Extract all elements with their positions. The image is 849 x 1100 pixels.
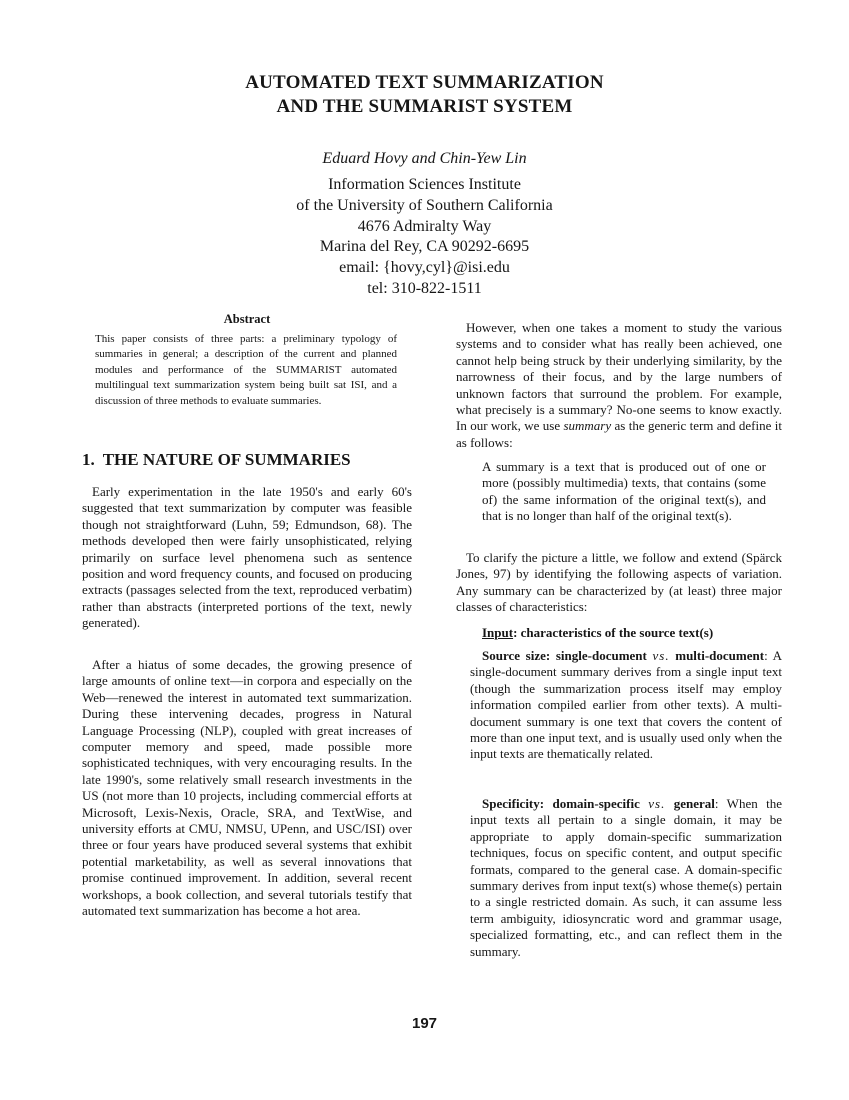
affiliation-phone: tel: 310-822-1511	[367, 279, 482, 297]
paragraph-however-text-a: However, when one takes a moment to study the various systems and to consider what has really been achieved, one cannot help being struck by their underlying similarity, by the narrowness of their focus, and by the large numbers of unknown factors that surround the problem. For example, what precisely is a summary? No-one seems to know exactly. In our work, we use	[456, 320, 782, 434]
affiliation-block	[0, 175, 849, 300]
abstract-body: This paper consists of three parts: a preliminary typology of summaries in general; a description of the current and planned modules and performance of the SUMMARIST automated multilingual text summarization system being built sat ISI, and a discussion of three methods to evaluate summaries.	[95, 333, 397, 407]
paragraph-early-experimentation: Early experimentation in the late 1950's and early 60's suggested that text summarization by computer was feasible though not straightforward (Luhn, 59; Edmundson, 68). The methods developed then were fairly unsophisticated, relying primarily on surface level phenomena such as sentence position and word frequency counts, and focused on producing extracts (passages selected from the text, reproduced verbatim) rather than abstracts (interpreted portions of the text, newly generated).	[82, 484, 412, 631]
section-heading	[82, 450, 351, 470]
definition-specificity	[470, 796, 782, 960]
source-size-body: : A single-document summary derives from a single input text (though the summarization process itself may employ information compiled earlier from other texts). A multi-document summary is one text that covers the content of more than one input text, and is usually used only when the input texts are thematically related.	[470, 648, 782, 762]
affiliation-line-1: Information Sciences Institute	[328, 176, 521, 193]
paper-title	[0, 71, 849, 119]
affiliation-email: email: {hovy,cyl}@isi.edu	[339, 259, 510, 277]
input-subheading-text: : characteristics of the source text(s)	[513, 625, 714, 640]
specificity-term-b: general	[673, 796, 715, 811]
specificity-body: : When the input texts all pertain to a single domain, it may be appropriate to apply domain-specific summarization techniques, focus on specific content, and output specific formats, compared to the general case. A domain-specific summary derives from input text(s) whose theme(s) pertain to a single restricted domain. As such, it can assume less term ambiguity, idiosyncratic word and grammar usage, specialized formatting, etc., and can reflect them in the summary.	[470, 796, 782, 959]
specificity-vs: vs.	[648, 796, 666, 811]
author-names: Eduard Hovy and Chin-Yew Lin	[322, 150, 527, 167]
summary-definition: A summary is a text that is produced out of one or more (possibly multimedia) texts, that contains (some of) the same information of the original text(s), and that is no longer than half of the original text(s).	[482, 459, 766, 524]
paragraph-however	[456, 320, 782, 451]
source-size-vs: vs.	[652, 648, 670, 663]
affiliation-line-2: of the University of Southern California	[296, 196, 553, 214]
title-line-1: AUTOMATED TEXT SUMMARIZATION	[245, 72, 604, 93]
input-subheading	[482, 625, 713, 641]
affiliation-line-3: 4676 Admiralty Way	[357, 217, 492, 235]
source-size-term-a: Source size: single-document	[482, 648, 647, 663]
section-title: THE NATURE OF SUMMARIES	[102, 450, 351, 469]
section-number: 1.	[82, 450, 95, 469]
paragraph-however-text-b: as the generic term and define it as follows:	[456, 418, 782, 450]
title-line-2: AND THE SUMMARIST SYSTEM	[276, 96, 573, 117]
input-subheading-keyword: Input	[482, 625, 514, 640]
abstract-heading: Abstract	[223, 312, 271, 326]
affiliation-line-4: Marina del Rey, CA 90292-6695	[319, 238, 530, 256]
specificity-term-a: Specificity: domain-specific	[482, 796, 640, 811]
source-size-term-b: multi-document	[675, 648, 765, 663]
definition-source-size	[470, 648, 782, 763]
paragraph-clarify: To clarify the picture a little, we follow and extend (Spärck Jones, 97) by identifying the following aspects of variation. Any summary can be characterized by (at least) three major classes of characteristics:	[456, 550, 782, 615]
paragraph-however-term: summary	[563, 418, 612, 434]
paragraph-hiatus: After a hiatus of some decades, the growing presence of large amounts of online text—in corpora and especially on the Web—renewed the interest in automated text summarization. During these intervening decades, progress in Natural Language Processing (NLP), coupled with great increases of computer memory and speed, made possible more sophisticated techniques, with very encouraging results. In the late 1990's, some relatively small research investments in the US (not more than 10 projects, including commercial efforts at Microsoft, Lexis-Nexis, Oracle, SRA, and TextWise, and university efforts at CMU, NMSU, UPenn, and USC/ISI) over three or four years have produced several systems that exhibit potential marketability, as well as several innovations that promise continued improvement. In addition, several recent workshops, a book collection, and several tutorials testify that automated text summarization has become a hot area.	[82, 657, 412, 919]
page-number: 197	[411, 1015, 438, 1032]
